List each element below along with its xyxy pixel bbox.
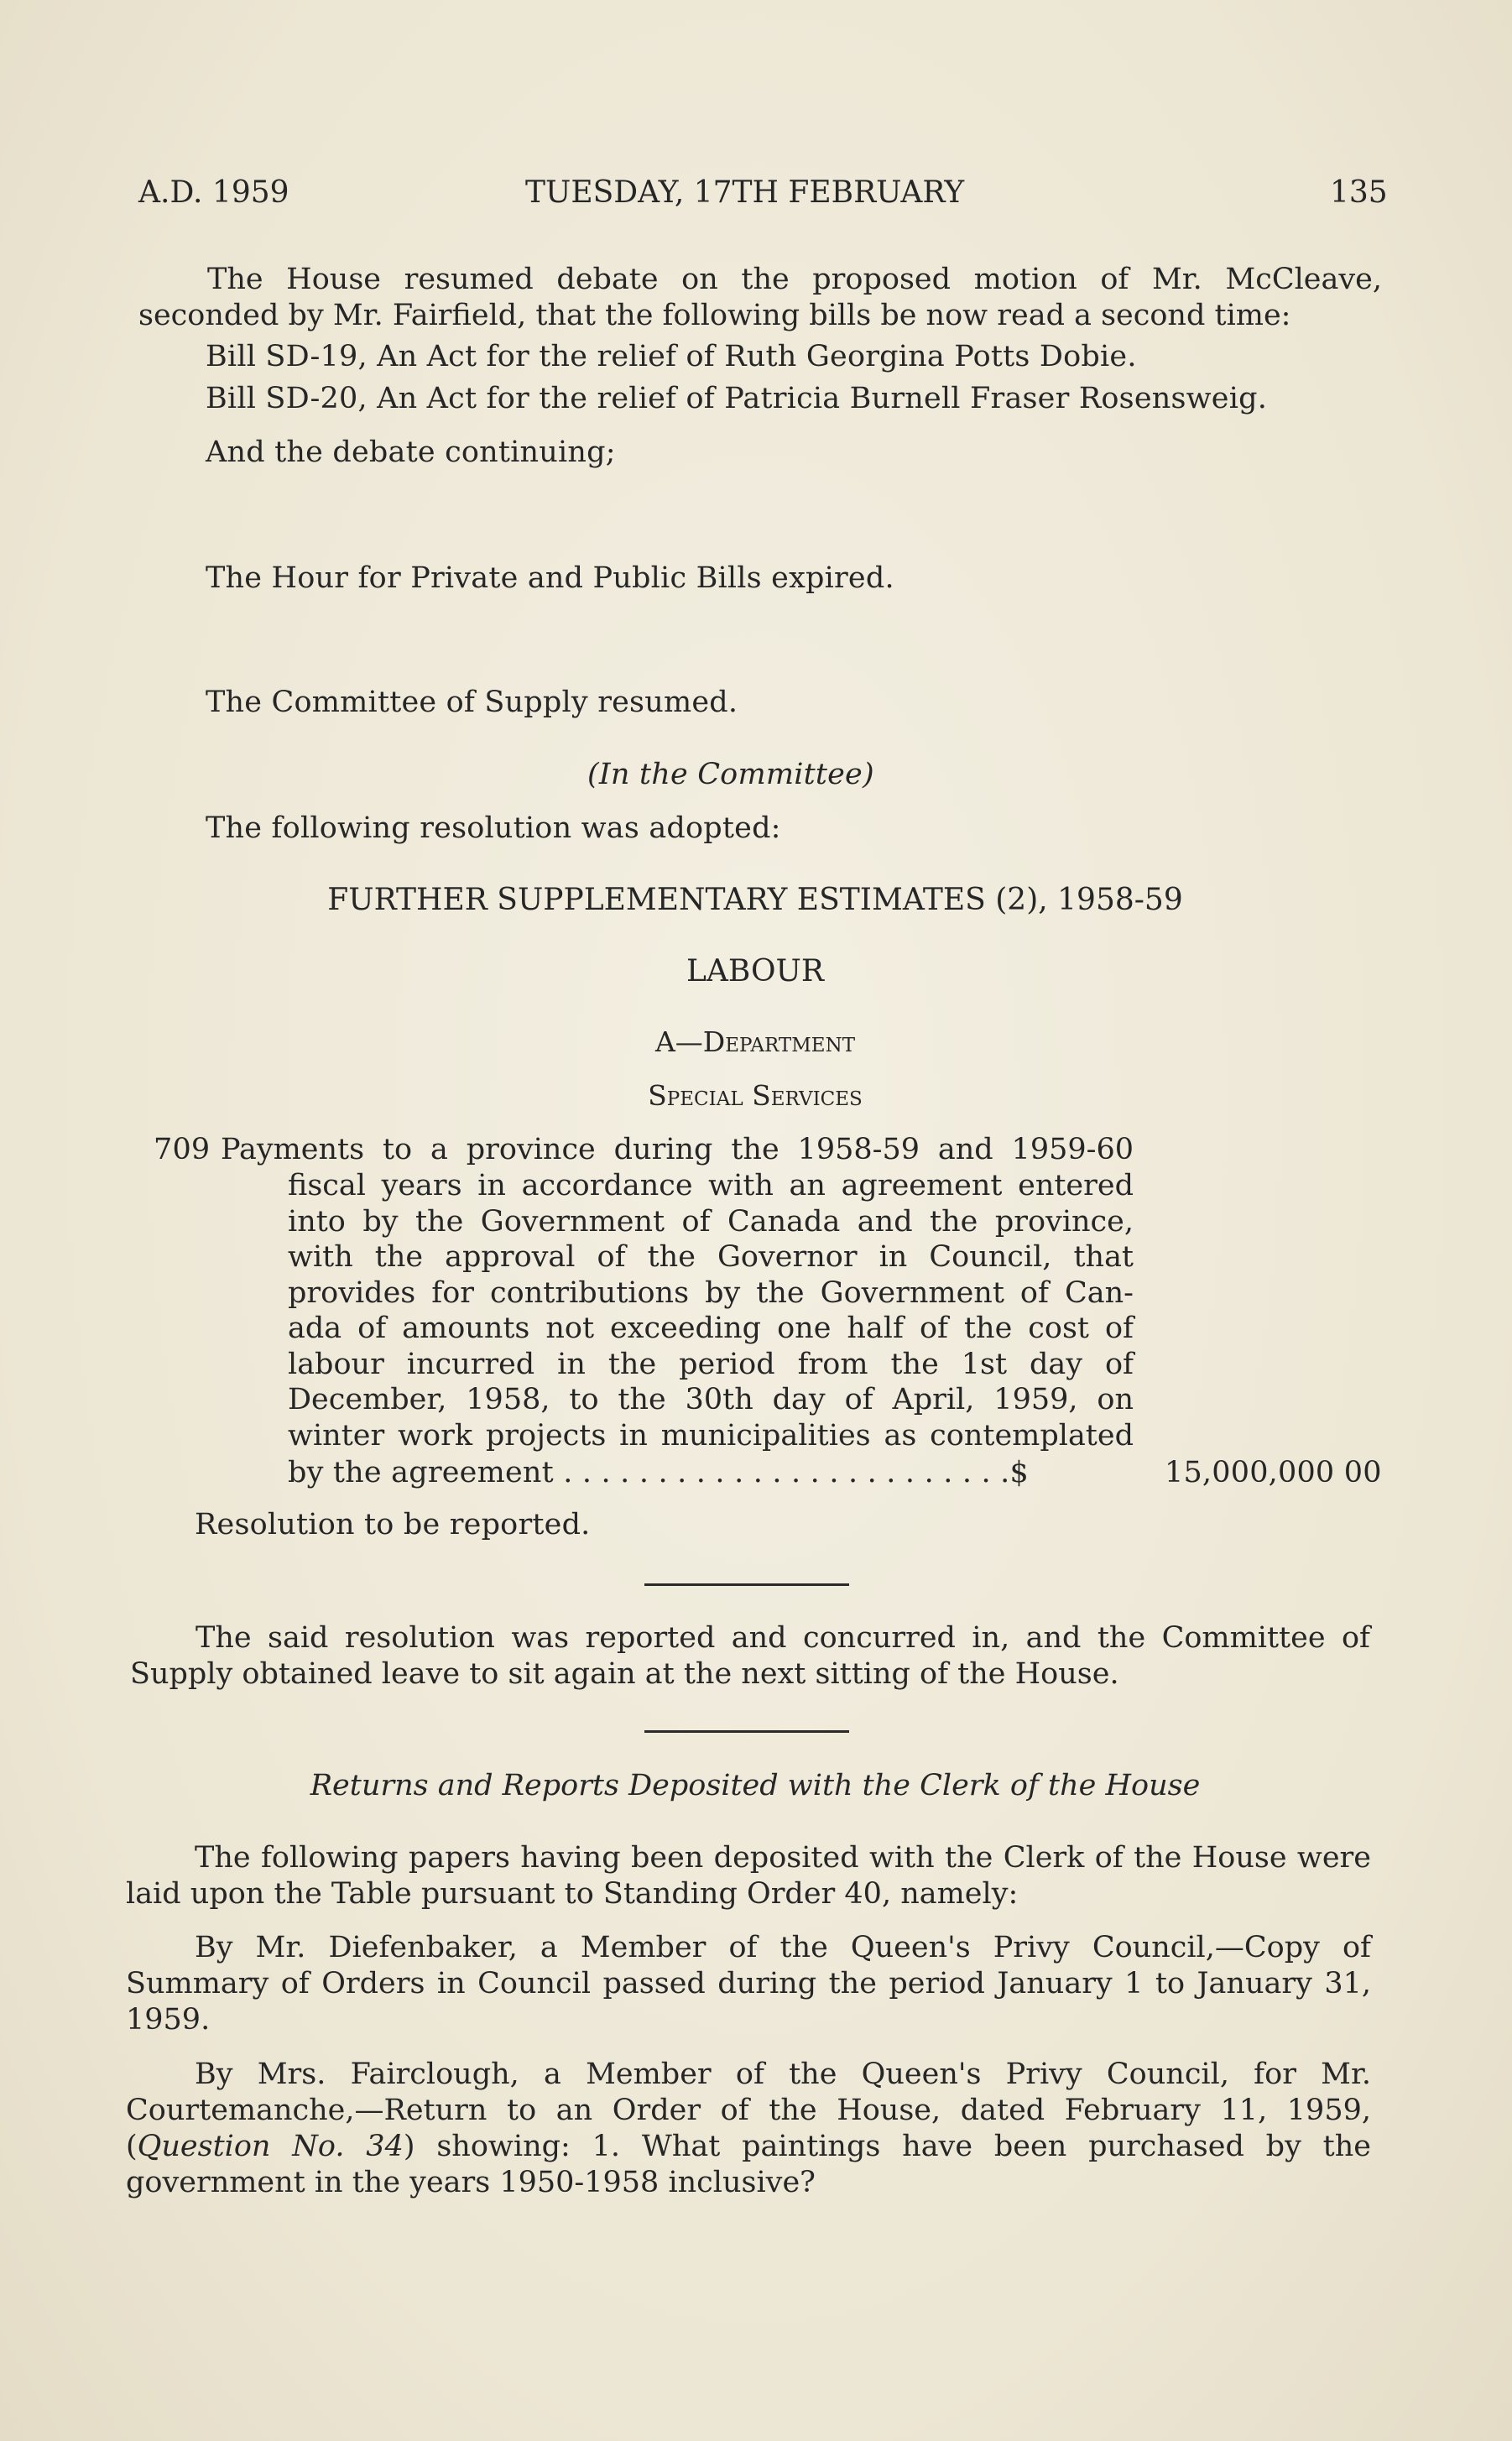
header-page-number: 135: [1330, 175, 1388, 210]
header-date: TUESDAY, 17TH FEBRUARY: [525, 175, 965, 210]
diefenbaker-paper: By Mr. Diefenbaker, a Member of the Queen's Privy Council,—Copy of Summary of Orders in Council passed during the period January 1 to January 31, 1959.: [126, 1931, 1371, 2037]
item-description: [221, 1132, 1134, 1168]
item-last-line: by the agreement . . . . . . . . . . . . . . . . . . . . . . . .$: [288, 1456, 1029, 1489]
item-description-continued: [288, 1168, 1134, 1453]
item-line: ada of amounts not exceeding one half of the cost of: [288, 1312, 1134, 1345]
item-line: provides for contributions by the Government of Can-: [288, 1275, 1134, 1310]
resolution-to-be-reported: Resolution to be reported.: [195, 1508, 591, 1541]
item-number: 709: [154, 1133, 211, 1166]
estimates-title: FURTHER SUPPLEMENTARY ESTIMATES (2), 1958-59: [327, 883, 1183, 917]
resolution-adopted: The following resolution was adopted:: [206, 811, 781, 845]
fairclough-return-text: By Mrs. Fairclough, a Member of the Queen's Privy Council, for Mr. Courtemanche,—Return to an Order of the House, dated February 11, 1959, (: [126, 2058, 1371, 2163]
returns-intro: The following papers having been deposited with the Clerk of the House were laid upon the Table pursuant to Standing Order 40, namely:: [126, 1841, 1371, 1911]
department-heading: LABOUR: [686, 954, 824, 988]
item-amount: 15,000,000 00: [1165, 1456, 1382, 1489]
returns-heading: Returns and Reports Deposited with the Clerk of the House: [310, 1769, 1201, 1802]
bill-sd-20: Bill SD-20, An Act for the relief of Patricia Burnell Fraser Rosensweig.: [206, 382, 1268, 415]
item-line: December, 1958, to the 30th day of April, 1959, on: [288, 1383, 1134, 1416]
header-year: A.D. 1959: [138, 175, 289, 210]
item-line: into by the Government of Canada and the province,: [288, 1204, 1134, 1239]
item-line: with the approval of the Governor in Council, that: [288, 1240, 1134, 1274]
department-subheading: A—Department: [654, 1025, 856, 1058]
section-divider: [644, 1730, 849, 1733]
item-line: fiscal years in accordance with an agreement entered: [288, 1169, 1134, 1202]
debate-continuing: And the debate continuing;: [206, 436, 616, 469]
in-committee: (In the Committee): [587, 758, 874, 791]
fairclough-return: [126, 2057, 1371, 2201]
debate-intro: The House resumed debate on the proposed motion of Mr. McCleave, seconded by Mr. Fairfield, that the following bills be now read a second time:: [138, 263, 1382, 332]
bill-sd-19: Bill SD-19, An Act for the relief of Ruth Georgina Potts Dobie.: [206, 340, 1137, 373]
hour-expired: The Hour for Private and Public Bills expired.: [206, 561, 894, 595]
item-line: winter work projects in municipalities as contemplated: [288, 1418, 1134, 1453]
resolution-concurred: The said resolution was reported and concurred in, and the Committee of Supply obtained leave to sit again at the next sitting of the House.: [130, 1621, 1370, 1691]
item-line: Payments to a province during the 1958-59 and 1959-60: [221, 1133, 1134, 1166]
item-line: labour incurred in the period from the 1st day of: [288, 1347, 1134, 1381]
section-divider: [644, 1583, 849, 1586]
fairclough-return-text-end: ) showing: 1. What paintings have been purchased by the government in the years 1950-1958 inclusive?: [126, 2130, 1372, 2199]
special-services-subheading: Special Services: [648, 1079, 863, 1112]
question-reference: Question No. 34: [137, 2130, 404, 2163]
supply-resumed: The Committee of Supply resumed.: [206, 686, 738, 719]
